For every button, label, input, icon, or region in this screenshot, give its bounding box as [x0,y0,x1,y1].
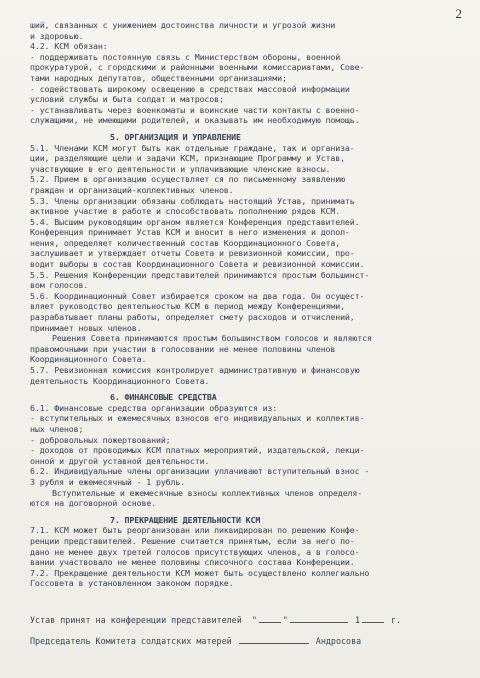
body-line: Решения Совета принимаются простым большинством голосов и являются [52,333,372,344]
body-line: - содействовать широкому освещению в средствах массовой информации [30,83,350,94]
body-line: нения, определяет количественный состав Координационного Совета, [30,237,341,248]
body-line: прокуратурой, с городскими и районными военными комиссариатами, Сове- [30,62,365,73]
document-body [30,20,465,589]
body-line: активное участие в работе и способствовать пополнению рядов КСМ. [30,206,341,217]
chair-signature-line [30,636,465,646]
date-day-blank [259,622,281,623]
body-line: служащими, не имеющими родителей, и оказывать им необходимую помощь. [30,115,360,126]
body-line: ренции представителей. Решение считается принятым, если за него по- [30,535,355,546]
body-line: деятельность Координационного Совета. [30,375,210,386]
body-line: заслушивает и утверждает отчеты Совета и ревизионной комиссии, про- [30,248,355,259]
body-line: 5.1. Членами КСМ могут быть как отдельные граждане, так и организа- [30,142,355,153]
body-line: Координационного Совета. [30,354,147,365]
body-line: - поддерживать постоянную связь с Министерством обороны, военной [30,51,341,62]
body-line: 5.4. Высшим руководящим органом является Конференция представителей. [30,216,360,227]
body-line: 7.1. КСМ может быть реорганизован или ликвидирован по решению Конфе- [30,525,360,536]
body-line: ются на договорной основе. [30,498,156,509]
chair-label: Председатель Комитета солдатских матерей [30,636,232,646]
body-line: - добровольных пожертвований; [30,434,171,445]
body-line: 5.3. Члены организации обязаны соблюдать настоящий Устав, принимать [30,195,355,206]
chair-name: Андросова [315,636,362,646]
body-line: водит выборы в состав Координационного Совета и ревизионной комиссии. [30,259,365,270]
clause-4-2: 4.2. КСМ обязан: [30,41,108,52]
body-line: онной и другой уставной деятельности. [30,455,210,466]
body-line: ных членов; [30,423,84,434]
body-line: участвующие в его деятельности и уплачивающие членские взносы. [30,163,331,174]
body-line: условий службы и быта солдат и матросов; [30,94,224,105]
body-line: граждан и организаций-коллективных членов. [30,184,234,195]
section-5-heading: 5. ОРГАНИЗАЦИЯ И УПРАВЛЕНИЕ [110,131,241,142]
body-line: дано не менее двух третей голосов присутствующих членов, а в голосо- [30,546,360,557]
page-number: 2 [455,6,462,21]
body-line: ший, связанных с унижением достоинства личности и угрозой жизни [30,20,336,30]
body-line: 7.2. Прекращение деятельности КСМ может быть осуществлено коллегиально [30,567,370,578]
body-line: 3 рубля и ежемесячный - 1 рубль. [30,476,186,487]
body-line: правомочными при участии в голосовании не менее половины членов [30,343,336,354]
body-line: ции, разделяющие цели и задачи КСМ, признающие Программу и Устав, [30,153,345,164]
body-line: вляет руководство деятельностью КСМ в период между Конференциями, [30,301,345,312]
body-line: тами народных депутатов, общественными организациями; [30,72,287,83]
body-line: вом голосов. [30,280,89,291]
date-month-blank [290,622,348,623]
body-line: Конференция принимает Устав КСМ и вносит в него изменения и допол- [30,227,350,238]
body-line: 5.7. Ревизионная комиссия контролирует административную и финансовую [30,365,360,375]
signature-blank [239,643,309,644]
body-line: Вступительные и ежемесячные взносы коллективных членов определя- [52,487,363,498]
body-line: 6.1. Финансовые средства организации образуются из: [30,402,278,413]
body-line: - доходов от проводимых КСМ платных мероприятий, издательской, лекци- [30,445,365,456]
adoption-text: Устав принят на конференции представителей [30,615,242,625]
body-line: 5.5. Решения Конференции представителей принимаются простым большинст- [30,269,370,280]
date-year-blank [362,622,384,623]
adoption-line: Устав принят на конференции представителей " " 1 г. [30,615,402,625]
section-7-heading: 7. ПРЕКРАЩЕНИЕ ДЕЯТЕЛЬНОСТИ КСМ [110,514,261,525]
year-suffix: г. [391,615,402,625]
body-line: Госсовета в установленном законом порядке. [30,578,234,589]
body-line: 5.2. Прием в организацию осуществляет ся по письменному заявлению [30,174,345,185]
body-line: вании участвовало не менее половины списочного состава Конференции. [30,557,355,568]
body-line: - вступительных и ежемесячных взносов его индивидуальных и коллектив- [30,413,365,424]
body-line: 5.6. Координационный Совет избирается сроком на два года. Он осущест- [30,290,365,301]
body-line: и здоровью. [30,30,84,41]
body-line: разрабатывает планы работы, определяет смету расходов и отчислений, [30,312,355,323]
body-line: - устанавливать через военкоматы и воинские части контакты с военно- [30,104,360,115]
body-line: принимает новых членов. [30,322,142,333]
body-line: 6.2. Индивидуальные члены организации уплачивают вступительный взнос - [30,466,370,477]
section-6-heading: 6. ФИНАНСОВЫЕ СРЕДСТВА [110,392,217,403]
